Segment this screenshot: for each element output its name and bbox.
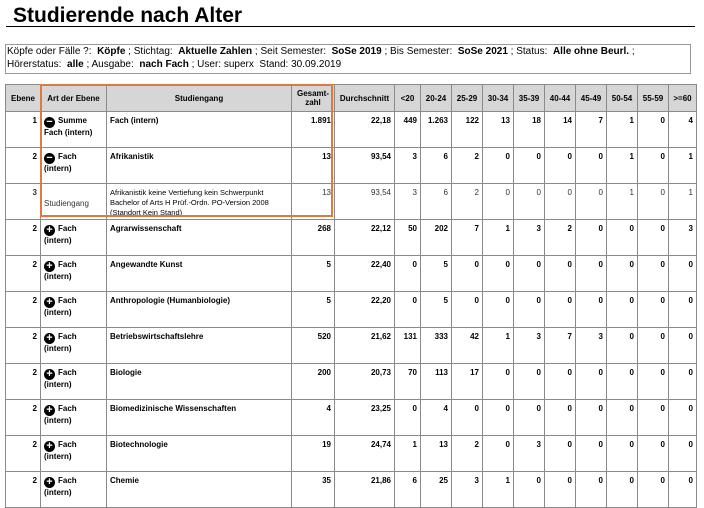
art-label: Fach (intern) (44, 260, 77, 281)
value-cell: 5 (292, 292, 335, 328)
value-cell: 202 (421, 220, 452, 256)
value-cell: 6 (421, 184, 452, 220)
value-cell: 0 (545, 148, 576, 184)
value-cell: 3 (395, 184, 421, 220)
column-header[interactable]: 30-34 (483, 85, 514, 112)
column-header[interactable]: Durchschnitt (335, 85, 395, 112)
value-cell: 0 (483, 400, 514, 436)
value-cell: 3 (576, 328, 607, 364)
studiengang-cell: Afrikanistik keine Vertiefung kein Schwerpunkt Bachelor of Arts H Prüf.-Ordn. PO-Version 2008 (Standort Kein Stand) (107, 184, 292, 220)
value-cell: 22,20 (335, 292, 395, 328)
value-cell: 0 (514, 364, 545, 400)
value-cell: 17 (452, 364, 483, 400)
column-header[interactable]: 50-54 (607, 85, 638, 112)
ebene-cell: 2 (6, 328, 41, 364)
value-cell: 0 (607, 436, 638, 472)
expand-icon[interactable]: + (44, 261, 55, 272)
ebene-cell: 2 (6, 400, 41, 436)
value-cell: 0 (395, 292, 421, 328)
value-cell: 22,12 (335, 220, 395, 256)
art-cell (41, 364, 107, 400)
value-cell: 0 (638, 112, 669, 148)
value-cell: 0 (607, 364, 638, 400)
value-cell: 0 (514, 148, 545, 184)
art-label: Fach (intern) (44, 476, 77, 497)
value-cell: 0 (483, 148, 514, 184)
value-cell: 0 (514, 184, 545, 220)
table-header-row (6, 85, 697, 112)
art-label: Fach (intern) (44, 152, 77, 173)
art-cell (41, 472, 107, 508)
value-cell: 4 (421, 400, 452, 436)
studiengang-cell: Betriebswirtschaftslehre (107, 328, 292, 364)
value-cell: 1 (483, 220, 514, 256)
table-row (6, 364, 697, 400)
expand-icon[interactable]: + (44, 405, 55, 416)
value-cell: 0 (576, 292, 607, 328)
value-cell: 0 (514, 292, 545, 328)
value-cell: 5 (292, 256, 335, 292)
value-cell: 35 (292, 472, 335, 508)
value-cell: 113 (421, 364, 452, 400)
value-cell: 7 (576, 112, 607, 148)
value-cell: 0 (607, 256, 638, 292)
value-cell: 0 (483, 292, 514, 328)
value-cell: 0 (576, 364, 607, 400)
value-cell: 0 (638, 148, 669, 184)
column-header[interactable]: >=60 (669, 85, 697, 112)
value-cell: 22,40 (335, 256, 395, 292)
value-cell: 1 (483, 472, 514, 508)
studiengang-cell: Afrikanistik (107, 148, 292, 184)
value-cell: 4 (669, 112, 697, 148)
value-cell: 0 (545, 292, 576, 328)
value-cell: 0 (607, 220, 638, 256)
value-cell: 0 (395, 400, 421, 436)
value-cell: 20,73 (335, 364, 395, 400)
value-cell: 0 (545, 472, 576, 508)
ebene-cell: 2 (6, 364, 41, 400)
table-row (6, 292, 697, 328)
art-cell (41, 400, 107, 436)
studiengang-cell: Anthropologie (Humanbiologie) (107, 292, 292, 328)
filter-value-count: Köpfe (97, 46, 126, 57)
value-cell: 6 (395, 472, 421, 508)
table-row (6, 184, 697, 220)
value-cell: 0 (514, 472, 545, 508)
filter-label-hoerer: Hörerstatus: (7, 58, 62, 70)
table-row (6, 220, 697, 256)
column-header[interactable]: 55-59 (638, 85, 669, 112)
filter-summary: Köpfe oder Fälle ?: Köpfe ; Stichtag: Aktuelle Zahlen ; Seit Semester: SoSe 2019 ; Bis Semester: SoSe 2021 ; Status: Alle ohne Beurl. ; Hörerstatus: alle ; Ausgabe: nach Fach ; User: superx Stand: 30.09.2019 (5, 44, 691, 74)
filter-user: User: superx (197, 58, 254, 70)
value-cell: 0 (545, 436, 576, 472)
value-cell: 2 (452, 148, 483, 184)
value-cell: 3 (395, 148, 421, 184)
value-cell: 0 (669, 328, 697, 364)
table-row (6, 472, 697, 508)
value-cell: 520 (292, 328, 335, 364)
value-cell: 18 (514, 112, 545, 148)
value-cell: 0 (483, 256, 514, 292)
table-body (6, 112, 697, 508)
studiengang-cell: Angewandte Kunst (107, 256, 292, 292)
value-cell: 3 (452, 472, 483, 508)
value-cell: 0 (669, 292, 697, 328)
table-row (6, 148, 697, 184)
ebene-cell: 2 (6, 436, 41, 472)
studiengang-cell: Biomedizinische Wissenschaften (107, 400, 292, 436)
column-header[interactable]: Gesamt-zahl (292, 85, 335, 112)
art-cell (41, 436, 107, 472)
value-cell: 122 (452, 112, 483, 148)
art-cell (41, 220, 107, 256)
title-divider (6, 26, 695, 27)
value-cell: 0 (545, 256, 576, 292)
value-cell: 0 (607, 328, 638, 364)
value-cell: 0 (452, 400, 483, 436)
value-cell: 0 (576, 400, 607, 436)
art-label: Fach (intern) (44, 224, 77, 245)
ebene-cell: 2 (6, 220, 41, 256)
value-cell: 13 (292, 184, 335, 220)
value-cell: 0 (514, 400, 545, 436)
filter-value-ausgabe: nach Fach (139, 58, 189, 70)
column-header[interactable]: Art der Ebene (41, 85, 107, 112)
value-cell: 0 (576, 436, 607, 472)
value-cell: 25 (421, 472, 452, 508)
column-header[interactable]: <20 (395, 85, 421, 112)
filter-label-from: Seit Semester: (260, 46, 327, 57)
value-cell: 0 (638, 436, 669, 472)
value-cell: 0 (638, 328, 669, 364)
value-cell: 0 (576, 472, 607, 508)
value-cell: 0 (576, 220, 607, 256)
value-cell: 42 (452, 328, 483, 364)
value-cell: 0 (576, 184, 607, 220)
filter-value-hoerer: alle (67, 58, 84, 70)
art-label: Fach (intern) (44, 296, 77, 317)
table-row (6, 256, 697, 292)
expand-icon[interactable]: + (44, 441, 55, 452)
filter-label-to: Bis Semester: (390, 46, 453, 57)
value-cell: 0 (638, 184, 669, 220)
results-table (5, 84, 697, 508)
collapse-icon[interactable]: − (44, 153, 55, 164)
value-cell: 23,25 (335, 400, 395, 436)
expand-icon[interactable]: + (44, 225, 55, 236)
value-cell: 200 (292, 364, 335, 400)
value-cell: 1.891 (292, 112, 335, 148)
expand-icon[interactable]: + (44, 369, 55, 380)
value-cell: 0 (669, 472, 697, 508)
column-header[interactable]: 45-49 (576, 85, 607, 112)
value-cell: 0 (638, 400, 669, 436)
value-cell: 0 (483, 364, 514, 400)
column-header[interactable]: Ebene (6, 85, 41, 112)
column-header[interactable]: 35-39 (514, 85, 545, 112)
value-cell: 3 (669, 220, 697, 256)
art-cell (41, 328, 107, 364)
value-cell: 0 (669, 364, 697, 400)
value-cell: 268 (292, 220, 335, 256)
art-label: Fach (intern) (44, 440, 77, 461)
value-cell: 21,62 (335, 328, 395, 364)
value-cell: 1 (483, 328, 514, 364)
ebene-cell: 2 (6, 472, 41, 508)
filter-label-ausgabe: Ausgabe: (91, 58, 134, 70)
value-cell: 93,54 (335, 184, 395, 220)
filter-value-from: SoSe 2019 (331, 46, 382, 57)
studiengang-cell: Chemie (107, 472, 292, 508)
filter-value-stichtag: Aktuelle Zahlen (178, 46, 253, 57)
studiengang-cell: Fach (intern) (107, 112, 292, 148)
value-cell: 0 (638, 364, 669, 400)
value-cell: 1 (607, 148, 638, 184)
value-cell: 0 (545, 400, 576, 436)
studiengang-cell: Biologie (107, 364, 292, 400)
value-cell: 2 (545, 220, 576, 256)
value-cell: 21,86 (335, 472, 395, 508)
value-cell: 0 (638, 256, 669, 292)
value-cell: 0 (607, 472, 638, 508)
value-cell: 0 (514, 256, 545, 292)
ebene-cell: 1 (6, 112, 41, 148)
value-cell: 3 (514, 436, 545, 472)
value-cell: 449 (395, 112, 421, 148)
value-cell: 1 (607, 112, 638, 148)
value-cell: 0 (669, 400, 697, 436)
art-label: Studiengang (44, 198, 89, 208)
art-label: Summe Fach (intern) (44, 116, 93, 137)
value-cell: 0 (452, 256, 483, 292)
value-cell: 333 (421, 328, 452, 364)
value-cell: 0 (576, 256, 607, 292)
table-row (6, 112, 697, 148)
value-cell: 0 (638, 292, 669, 328)
value-cell: 13 (483, 112, 514, 148)
art-cell (41, 292, 107, 328)
value-cell: 0 (483, 436, 514, 472)
value-cell: 7 (452, 220, 483, 256)
value-cell: 0 (638, 472, 669, 508)
value-cell: 19 (292, 436, 335, 472)
value-cell: 1.263 (421, 112, 452, 148)
value-cell: 0 (607, 292, 638, 328)
value-cell: 50 (395, 220, 421, 256)
column-header[interactable]: 20-24 (421, 85, 452, 112)
value-cell: 1 (607, 184, 638, 220)
art-cell (41, 184, 107, 220)
art-cell (41, 148, 107, 184)
value-cell: 3 (514, 220, 545, 256)
value-cell: 3 (514, 328, 545, 364)
value-cell: 2 (452, 184, 483, 220)
filter-value-status: Alle ohne Beurl. (552, 46, 630, 57)
expand-icon[interactable]: + (44, 297, 55, 308)
page-title: Studierende nach Alter (13, 4, 243, 27)
art-cell (41, 256, 107, 292)
value-cell: 5 (421, 256, 452, 292)
value-cell: 0 (669, 436, 697, 472)
collapse-icon[interactable]: − (44, 117, 55, 128)
art-label: Fach (intern) (44, 404, 77, 425)
expand-icon[interactable]: + (44, 477, 55, 488)
value-cell: 0 (576, 148, 607, 184)
value-cell: 22,18 (335, 112, 395, 148)
column-header[interactable]: 25-29 (452, 85, 483, 112)
value-cell: 0 (395, 256, 421, 292)
studiengang-cell: Agrarwissenschaft (107, 220, 292, 256)
table-row (6, 328, 697, 364)
column-header[interactable]: 40-44 (545, 85, 576, 112)
value-cell: 1 (669, 148, 697, 184)
column-header[interactable]: Studiengang (107, 85, 292, 112)
filter-label-count: Köpfe oder Fälle ?: (7, 46, 92, 57)
table-row (6, 400, 697, 436)
value-cell: 0 (607, 400, 638, 436)
value-cell: 0 (545, 184, 576, 220)
value-cell: 0 (452, 292, 483, 328)
ebene-cell: 2 (6, 292, 41, 328)
value-cell: 6 (421, 148, 452, 184)
value-cell: 7 (545, 328, 576, 364)
value-cell: 0 (545, 364, 576, 400)
filter-stand: Stand: 30.09.2019 (259, 58, 342, 70)
ebene-cell: 2 (6, 148, 41, 184)
value-cell: 5 (421, 292, 452, 328)
value-cell: 14 (545, 112, 576, 148)
ebene-cell: 3 (6, 184, 41, 220)
value-cell: 4 (292, 400, 335, 436)
value-cell: 131 (395, 328, 421, 364)
filter-value-to: SoSe 2021 (457, 46, 508, 57)
art-label: Fach (intern) (44, 332, 77, 353)
studiengang-cell: Biotechnologie (107, 436, 292, 472)
value-cell: 13 (421, 436, 452, 472)
value-cell: 1 (669, 184, 697, 220)
value-cell: 0 (638, 220, 669, 256)
ebene-cell: 2 (6, 256, 41, 292)
filter-label-stichtag: Stichtag: (133, 46, 173, 57)
art-label: Fach (intern) (44, 368, 77, 389)
table-row (6, 436, 697, 472)
value-cell: 2 (452, 436, 483, 472)
value-cell: 0 (669, 256, 697, 292)
art-cell (41, 112, 107, 148)
value-cell: 13 (292, 148, 335, 184)
filter-label-status: Status: (516, 46, 548, 57)
expand-icon[interactable]: + (44, 333, 55, 344)
value-cell: 0 (483, 184, 514, 220)
value-cell: 24,74 (335, 436, 395, 472)
value-cell: 1 (395, 436, 421, 472)
value-cell: 93,54 (335, 148, 395, 184)
value-cell: 70 (395, 364, 421, 400)
